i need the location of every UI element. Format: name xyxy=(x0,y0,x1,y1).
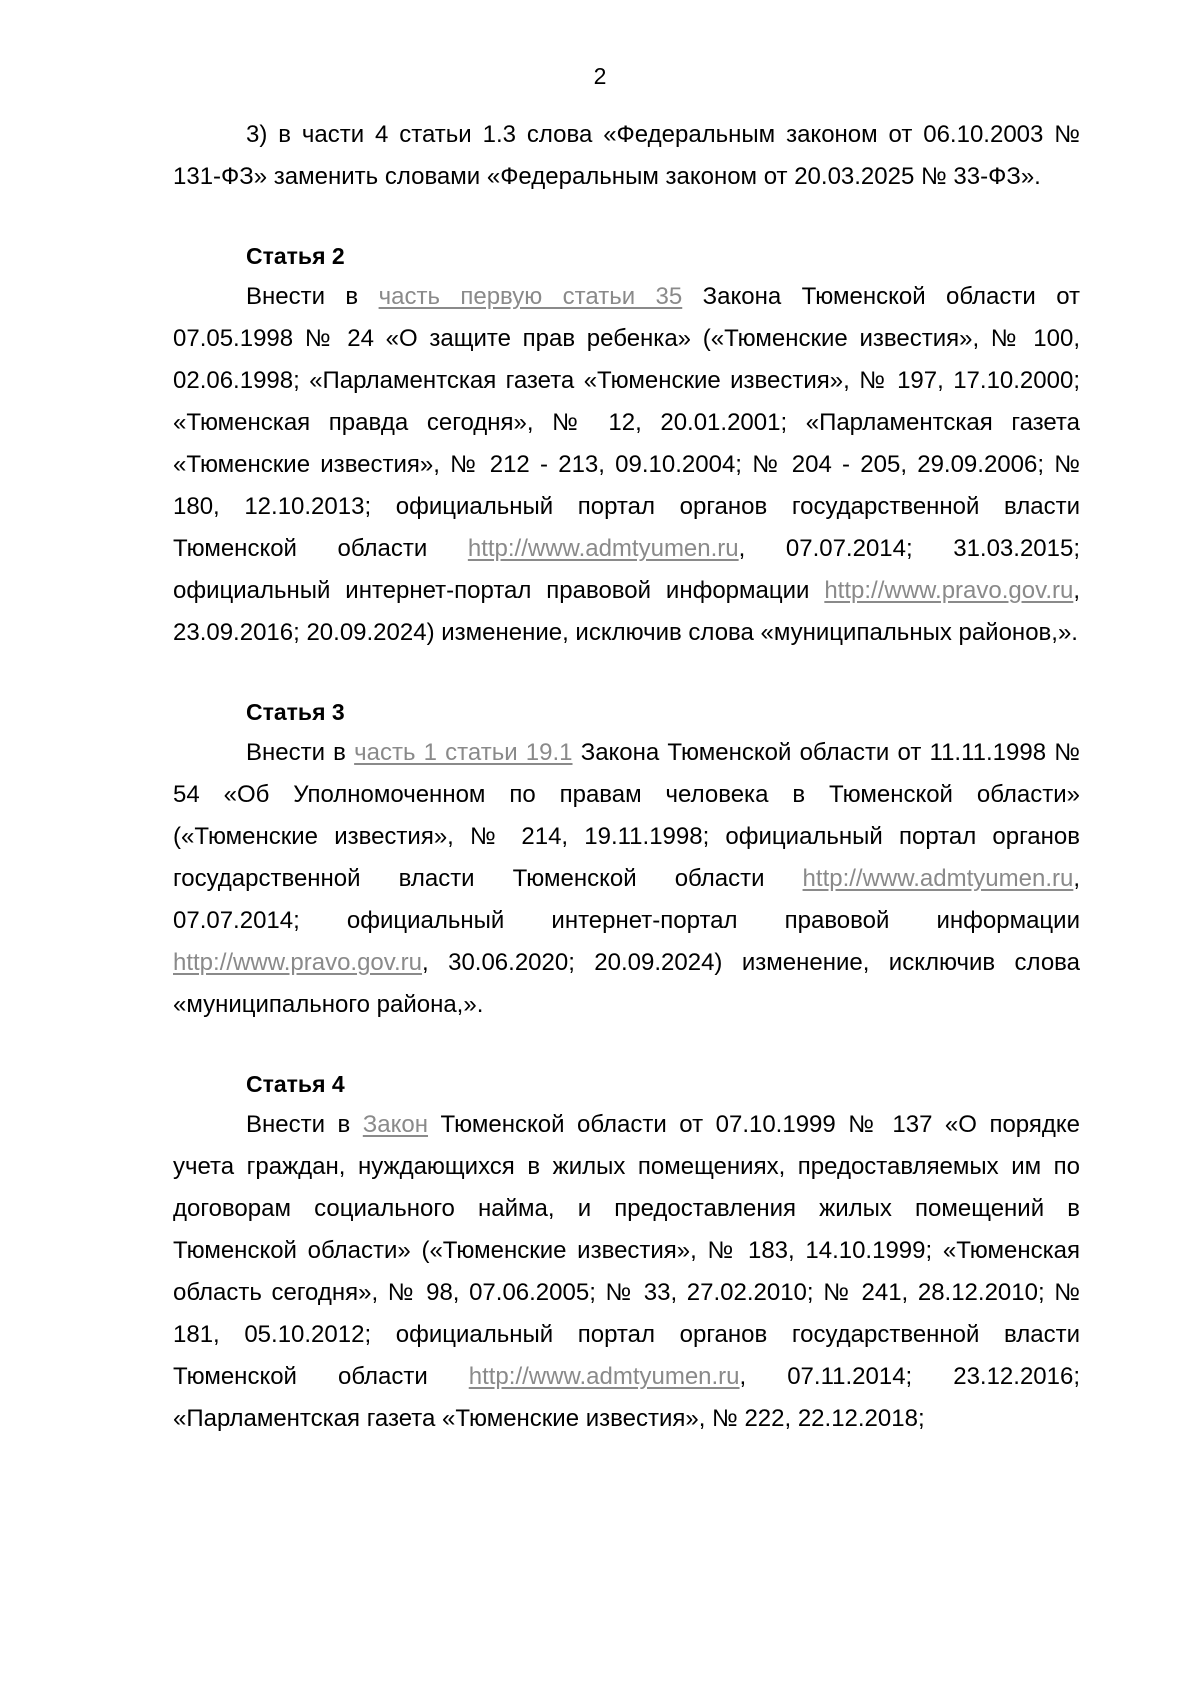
article-3-text-4: , 30.06.2020; 20.09.2024) изменение, исключив слова «муниципального района,». xyxy=(173,949,1080,1018)
article-3-admtyumen-link[interactable]: http://www.admtyumen.ru xyxy=(802,865,1074,892)
article-4-admtyumen-link[interactable]: http://www.admtyumen.ru xyxy=(468,1363,740,1390)
article-4-paragraph xyxy=(173,1104,1080,1440)
article-4-law-link[interactable]: Закон xyxy=(362,1111,429,1138)
article-3-paragraph xyxy=(173,732,1080,1026)
article-4-text-3: , 07.11.2014; 23.12.2016; «Парламентская газета «Тюменские известия», № 222, 22.12.2018; xyxy=(173,1363,1081,1432)
article-3-text-1: Внести в xyxy=(246,739,355,766)
article-2-heading: Статья 2 xyxy=(246,243,345,269)
article-2-admtyumen-link[interactable]: http://www.admtyumen.ru xyxy=(467,535,739,562)
article-2-paragraph xyxy=(173,276,1080,654)
article-3-heading: Статья 3 xyxy=(246,699,345,725)
document-body xyxy=(173,114,1080,1440)
article-2-text-1: Внести в xyxy=(246,283,379,310)
article-2-text-3: , 07.07.2014; 31.03.2015; официальный интернет-портал правовой информации xyxy=(173,535,1081,604)
article-3-text-2: Закона Тюменской области от 11.11.1998 № 54 «Об Уполномоченном по правам человека в Тюменской области» («Тюменские известия», № 214, 19.11.1998; официальный портал органов государственной власти Тюменской области xyxy=(173,739,1080,892)
article-4-heading: Статья 4 xyxy=(246,1071,345,1097)
article-2-text-4: , 23.09.2016; 20.09.2024) изменение, исключив слова «муниципальных районов,». xyxy=(173,577,1080,646)
article-3-law-part-link[interactable]: часть 1 статьи 19.1 xyxy=(354,739,573,766)
article-2-pravo-link[interactable]: http://www.pravo.gov.ru xyxy=(824,577,1074,604)
article-4-text-2: Тюменской области от 07.10.1999 № 137 «О порядке учета граждан, нуждающихся в жилых помещениях, предоставляемых им по договорам социального найма, и предоставления жилых помещений в Тюменской области» («Тюменские известия», № 183, 14.10.1999; «Тюменская область сегодня», № 98, 07.06.2005; № 33, 27.02.2010; № 241, 28.12.2010; № 181, 05.10.2012; официальный портал органов государственной власти Тюменской области xyxy=(173,1111,1081,1390)
article-2-law-part-link[interactable]: часть первую статьи 35 xyxy=(378,283,683,310)
item-3-paragraph: 3) в части 4 статьи 1.3 слова «Федеральным законом от 06.10.2003 № 131-ФЗ» заменить словами «Федеральным законом от 20.03.2025 № 33-ФЗ». xyxy=(173,121,1080,190)
article-3-text-3: , 07.07.2014; официальный интернет-портал правовой информации xyxy=(173,865,1080,934)
article-3-pravo-link[interactable]: http://www.pravo.gov.ru xyxy=(173,949,422,976)
article-4-text-1: Внести в xyxy=(246,1111,363,1138)
article-2-text-2: Закона Тюменской области от 07.05.1998 № 24 «О защите прав ребенка» («Тюменские известия», № 100, 02.06.1998; «Парламентская газета «Тюменские известия», № 197, 17.10.2000; «Тюменская правда сегодня», № 12, 20.01.2001; «Парламентская газета «Тюменские известия», № 212 - 213, 09.10.2004; № 204 - 205, 29.09.2006; № 180, 12.10.2013; официальный портал органов государственной власти Тюменской области xyxy=(173,283,1081,562)
page-number: 2 xyxy=(593,63,607,89)
